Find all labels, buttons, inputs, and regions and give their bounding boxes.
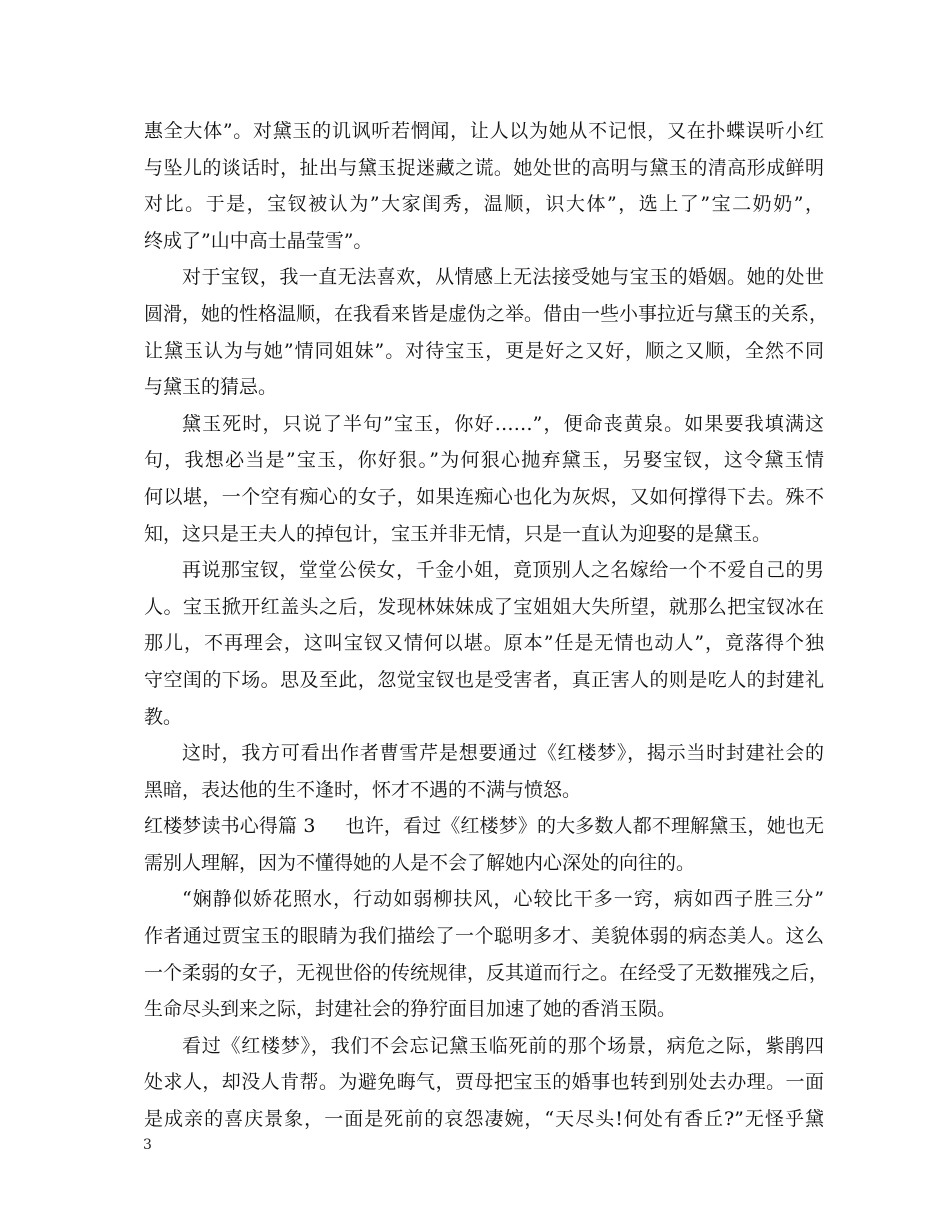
document-body	[144, 113, 829, 1138]
text-line: 那儿，不再理会，这叫宝钗又情何以堪。原本”任是无情也动人”，竟落得个独	[144, 632, 824, 655]
text-line: 句，我想必当是”宝玉，你好狠。”为何狠心抛弃黛玉，另娶宝钗，这令黛玉情	[144, 449, 824, 472]
text-line: 圆滑，她的性格温顺，在我看来皆是虚伪之举。借由一些小事拉近与黛玉的关系，	[144, 302, 829, 325]
text-line: 处求人，却没人肯帮。为避免晦气，贾母把宝玉的婚事也转到别处去办理。一面	[144, 1071, 824, 1094]
paragraph	[144, 406, 824, 552]
text-line: 教。	[144, 705, 183, 728]
text-line: 对比。于是，宝钗被认为”大家闺秀，温顺，识大体”，选上了”宝二奶奶”，	[144, 193, 824, 216]
text-line: 这时，我方可看出作者曹雪芹是想要通过《红楼梦》，揭示当时封建社会的	[182, 742, 824, 765]
page-number: 3	[143, 1137, 152, 1153]
text-line: 何以堪，一个空有痴心的女子，如果连痴心也化为灰烬，又如何撑得下去。殊不	[144, 485, 824, 508]
text-line: 一个柔弱的女子，无视世俗的传统规律，反其道而行之。在经受了无数摧残之后，	[144, 961, 829, 984]
text-line: 让黛玉认为与她”情同姐妹”。对待宝玉，更是好之又好，顺之又顺，全然不同	[144, 339, 824, 362]
text-line: 需别人理解，因为不懂得她的人是不会了解她内心深处的向往的。	[144, 851, 696, 874]
text-line: 作者通过贾宝玉的眼睛为我们描绘了一个聪明多才、美貌体弱的病态美人。这么	[144, 925, 824, 948]
text-line: 黛玉死时，只说了半句”宝玉，你好……”，便命丧黄泉。如果要我填满这	[182, 412, 824, 435]
text-line: “娴静似娇花照水，行动如弱柳扶风，心较比干多一窍，病如西子胜三分”	[182, 888, 824, 911]
paragraph	[144, 552, 824, 735]
text-line: 也许，看过《红楼梦》的大多数人都不理解黛玉，她也无	[345, 815, 824, 838]
section-heading-line	[144, 808, 824, 845]
paragraph	[144, 881, 829, 1027]
text-line: 人。宝玉掀开红盖头之后，发现林妹妹成了宝姐姐大失所望，就那么把宝钗冰在	[144, 595, 824, 618]
text-line: 黑暗，表达他的生不逢时，怀才不遇的不满与愤怒。	[144, 778, 582, 801]
text-line: 看过《红楼梦》，我们不会忘记黛玉临死前的那个场景，病危之际，紫鹃四	[182, 1034, 824, 1057]
section-title: 红楼梦读书心得篇 3	[144, 815, 316, 838]
text-line: 生命尽头到来之际，封建社会的狰狞面目加速了她的香消玉陨。	[144, 998, 677, 1021]
paragraph	[144, 113, 824, 259]
text-line: 对于宝钗，我一直无法喜欢，从情感上无法接受她与宝玉的婚姻。她的处世	[182, 266, 824, 289]
text-line: 是成亲的喜庆景象，一面是死前的哀怨凄婉，“天尽头!何处有香丘?”无怪乎黛	[144, 1108, 824, 1131]
paragraph	[144, 259, 829, 405]
text-line: 再说那宝钗，堂堂公侯女，千金小姐，竟顶别人之名嫁给一个不爱自己的男	[182, 559, 824, 582]
text-line: 与黛玉的猜忌。	[144, 376, 278, 399]
text-line: 惠全大体”。对黛玉的讥讽听若惘闻，让人以为她从不记恨，又在扑蝶误听小红	[144, 120, 824, 142]
text-line: 知，这只是王夫人的掉包计，宝玉并非无情，只是一直认为迎娶的是黛玉。	[144, 522, 772, 545]
text-line: 守空闺的下场。思及至此，忽觉宝钗也是受害者，真正害人的则是吃人的封建礼	[144, 668, 824, 691]
paragraph	[144, 1028, 824, 1138]
text-line: 终成了”山中高士晶莹雪”。	[144, 229, 373, 252]
paragraph	[144, 735, 824, 808]
text-line: 与坠儿的谈话时，扯出与黛玉捉迷藏之谎。她处世的高明与黛玉的清高形成鲜明	[144, 156, 824, 179]
